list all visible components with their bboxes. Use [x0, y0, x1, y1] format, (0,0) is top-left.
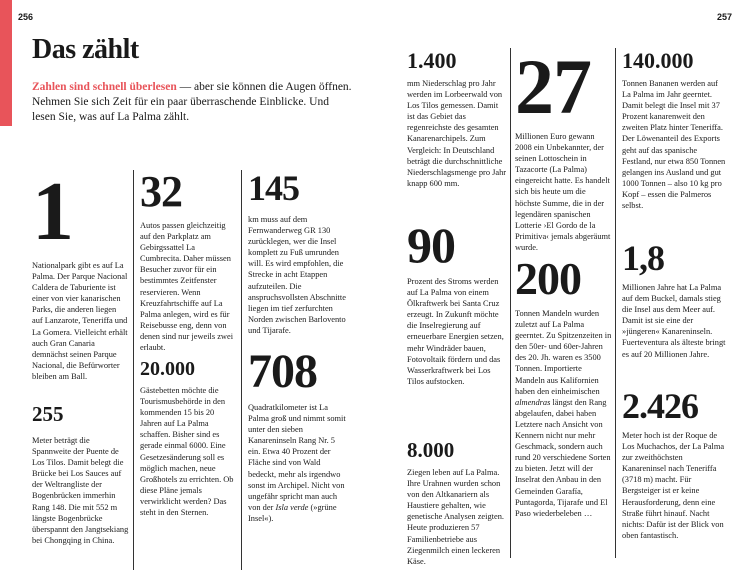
- fact-number: 32: [140, 167, 182, 216]
- fact-block: [140, 359, 237, 518]
- fact-text: Prozent des Stroms werden auf La Palma von einem Ölkraftwerk bei Santa Cruz erzeugt. In Zukunft möchte die Inselregierung auf erneuerbare Energien setzen, mehr Windräder bauen, Fotovoltaik fördern und das Wasserkraftwerk bei Los Tilos aufstocken.: [407, 277, 504, 386]
- fact-block: [248, 345, 348, 524]
- fact-number: 1.400: [407, 48, 457, 73]
- column-rule: [133, 170, 134, 570]
- fact-block: [140, 167, 237, 353]
- accent-bar: [0, 0, 12, 126]
- fact-block: [32, 404, 130, 546]
- fact-text: Meter hoch ist der Roque de Los Muchachos, der La Palma zur zweithöchsten Kanareninsel nach Teneriffa (3718 m) macht. Für Bergsteiger ist er keine Herausforderung, denn eine Straße führt hinauf. Nacht nichts: Dafür ist der Blick von oben fantastisch.: [622, 431, 725, 540]
- fact-number: 200: [515, 253, 581, 304]
- fact-number: 140.000: [622, 48, 694, 73]
- fact-text: Millionen Euro gewann 2008 ein Unbekannter, der seinen Lottoschein in Tazacorte (La Palma) eingereicht hatte. Es handelt sich bis heute um die höchste Summe, die in der legendären spanischen Lotterie ›El Gordo de la Primitiva‹ jemals abgeräumt wurde.: [515, 132, 611, 252]
- column-rule: [241, 170, 242, 570]
- fact-block: [407, 50, 507, 189]
- fact-number: 145: [248, 168, 299, 208]
- fact-block: [407, 440, 507, 567]
- page-title: Das zählt: [32, 34, 139, 65]
- fact-text: [515, 308, 613, 519]
- fact-number: 20.000: [140, 358, 195, 380]
- fact-text: Nationalpark gibt es auf La Palma. Der Parque Nacional Caldera de Taburiente ist einer von vier kanarischen Parks, die anderen liegen auf Lanzarote, Teneriffa und La Gomera. Vielleicht erhält auch Gran Canaria demnächst seinen Parque Nacional, die Befürworter bleiben am Ball.: [32, 261, 128, 381]
- fact-block: [515, 43, 613, 253]
- fact-text: Tonnen Bananen werden auf La Palma im Jahr geerntet. Damit belegt die Insel mit 37 Prozent kanarenweit den zweiten Platz hinter Teneriffa. Der Löwenanteil des Exports geht auf das spanische Festland, nur etwa 850 Tonnen gelangen ins Ausland und gut 1000 Tonnen – also 10 kg pro Kopf – essen die Palmeros selbst.: [622, 79, 726, 211]
- page-number-left: 256: [18, 12, 34, 22]
- fact-text-emphasis: almendras: [515, 397, 551, 407]
- page-number-right: 257: [716, 12, 732, 22]
- fact-text: mm Niederschlag pro Jahr werden im Lorbeerwald von Los Tilos gemessen. Damit ist das Gebiet das regenreichste des gesamten Kanarenarchipels. Zum Vergleich: In Deutschland beträgt die durchschnittliche Niederschlagsmenge pro Jahr knapp 600 mm.: [407, 79, 507, 188]
- fact-number: 255: [32, 402, 64, 426]
- fact-block: [622, 240, 726, 360]
- fact-text: Meter beträgt die Spannweite der Puente de Los Tilos. Damit belegt die Brücke bei Los Sauces auf der Weltrangliste der Bogenbrücken immerhin Rang 148. Die mit 552 m längste Bogenbrücke überspannt den Jangtsekiang bei Chongqing in China.: [32, 436, 129, 545]
- fact-number: 1: [32, 165, 73, 258]
- fact-text: Ziegen leben auf La Palma. Ihre Urahnen wurden schon von den Altkanariern als Haustiere gehalten, wie genetische Analysen zeigten. Heute produzieren 57 Familienbetriebe aus Ziegenmilch einen leckeren Käse.: [407, 468, 504, 566]
- column-rule: [510, 48, 511, 558]
- fact-number: 2.426: [622, 386, 698, 426]
- intro-highlight: Zahlen sind schnell überlesen: [32, 81, 177, 93]
- fact-block: [32, 165, 128, 382]
- fact-text: Gästebetten möchte die Tourismusbehörde in den kommenden 15 bis 20 Jahren auf La Palma schaffen. Bisher sind es gerade einmal 6000. Eine Gesetzesänderung soll es möglich machen, neue Großhotels zu errichten. Ob diese Pläne jemals verwirklicht werden? Das steht in den Sternen.: [140, 386, 234, 518]
- fact-block: [407, 217, 507, 387]
- fact-text-part: Tonnen Mandeln wurden zuletzt auf La Palma geerntet. Zu Spitzenzeiten in den 50er- und 60er-Jahren des 20. Jh. waren es 3500 Tonnen. Importierte Mandeln aus Kalifornien haben den einheimischen: [515, 309, 612, 396]
- fact-number: 708: [248, 345, 317, 398]
- fact-number: 90: [407, 217, 455, 273]
- fact-block: [622, 50, 726, 211]
- fact-text-emphasis: Isla verde: [275, 502, 309, 512]
- fact-number: 8.000: [407, 438, 455, 462]
- column-rule: [615, 48, 616, 558]
- fact-text-part: Quadratkilometer ist La Palma groß und nimmt somit unter den sieben Kanareninseln Rang Nr. 5 ein. Etwa 40 Prozent der Fläche sind von Wald bedeckt, mehr als irgendwo sonst im Archipel. Nicht von ungefähr spricht man auch von der: [248, 403, 346, 512]
- fact-number: 27: [515, 43, 591, 130]
- fact-block: [248, 170, 348, 336]
- intro-text: [32, 80, 352, 125]
- fact-text-part: (»grüne Insel«).: [248, 502, 337, 523]
- fact-text-part: längst den Rang abgelaufen, dabei haben Letztere nach Ansicht von Kennern nicht nur mehr Geschmack, sondern auch rund 20 verschiedene Sorten zu bieten. Jetzt will der Inselrat den Anbau in den Gemeinden Garafía, Puntagorda, Tijarafe und El Paso wiederbeleben …: [515, 397, 611, 518]
- fact-text: Autos passen gleichzeitig auf den Parkplatz am Gebirgssattel La Cumbrecita. Daher müssen Besucher zuvor für ein bestimmtes Zeitfenster reservieren. Wenn Kreuzfahrtschiffe auf La Palma anlegen, wird es für Reisebusse eng, denn von denen sind nur jeweils zwei erlaubt.: [140, 221, 234, 353]
- fact-text: km muss auf dem Fernwanderweg GR 130 zurücklegen, wer die Insel komplett zu Fuß umrunden will. Es wird empfohlen, die Strecke in acht Etappen aufzuteilen. Die anspruchsvollsten Abschnitte liegen im tief zerfurchten Norden zwischen Barlovento und Tijarafe.: [248, 215, 346, 335]
- fact-block: [622, 388, 726, 541]
- fact-text: [248, 402, 348, 524]
- fact-number: 1,8: [622, 238, 664, 278]
- intro-rest: — aber sie können die Augen öffnen. Nehmen Sie sich Zeit für ein paar überraschende Einblicke. Und lesen Sie, was auf La Palma zählt.: [32, 81, 352, 123]
- fact-text: Millionen Jahre hat La Palma auf dem Buckel, damals stieg die Insel aus dem Meer auf. Damit ist sie eine der »jüngeren« Kanareninseln. Fuerteventura als älteste bringt es auf 20 Millionen Jahre.: [622, 283, 726, 359]
- fact-block: [515, 253, 613, 519]
